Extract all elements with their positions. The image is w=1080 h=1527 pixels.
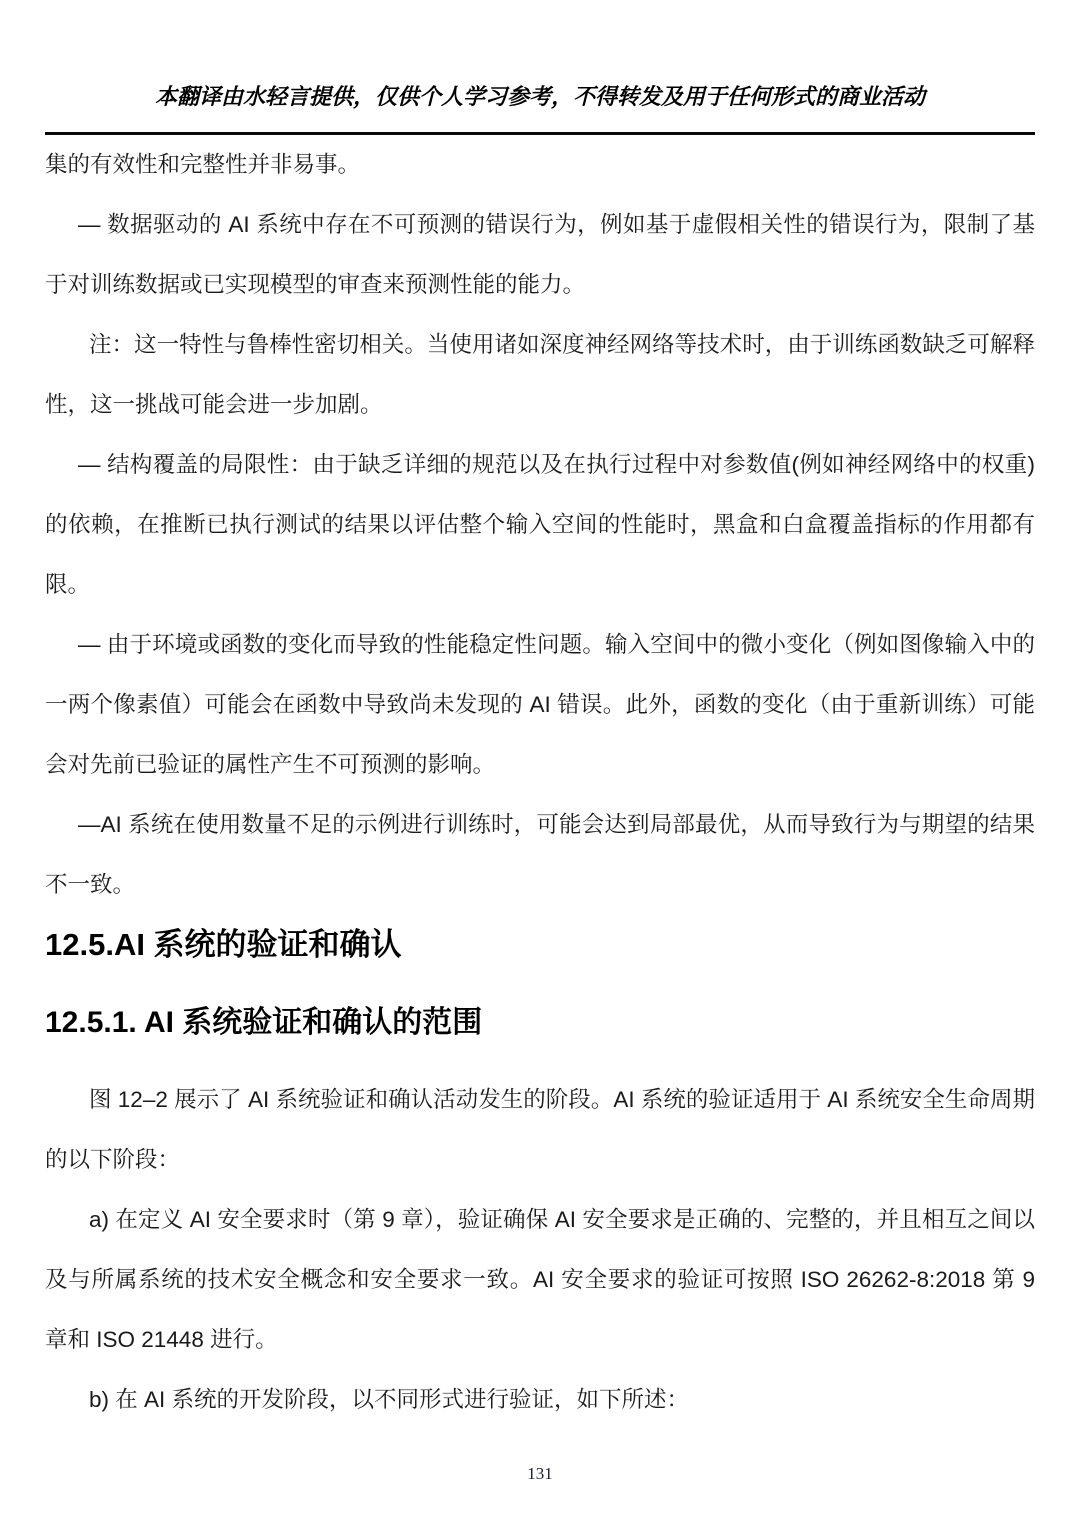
dash-item-structural-coverage: — 结构覆盖的局限性：由于缺乏详细的规范以及在执行过程中对参数值(例如神经网络中的权重)的依赖，在推断已执行测试的结果以评估整个输入空间的性能时，黑盒和白盒覆盖指标的作用都有限。 xyxy=(45,452,1035,597)
translation-notice: 本翻译由水轻言提供，仅供个人学习参考，不得转发及用于任何形式的商业活动 xyxy=(154,84,925,109)
dash-item-insufficient-examples: —AI 系统在使用数量不足的示例进行训练时，可能会达到局部最优，从而导致行为与期望的结果不一致。 xyxy=(45,812,1035,897)
page-number: 131 xyxy=(527,1464,553,1483)
paragraph-continuation: 集的有效性和完整性并非易事。 xyxy=(45,152,361,177)
section-heading-12-5-1: 12.5.1. AI 系统验证和确认的范围 xyxy=(45,1006,483,1039)
note-paragraph: 注：这一特性与鲁棒性密切相关。当使用诸如深度神经网络等技术时，由于训练函数缺乏可解释性，这一挑战可能会进一步加剧。 xyxy=(45,332,1035,417)
list-item-b: b) 在 AI 系统的开发阶段，以不同形式进行验证，如下所述： xyxy=(89,1387,690,1412)
dash-item-performance-stability: — 由于环境或函数的变化而导致的性能稳定性问题。输入空间中的微小变化（例如图像输入中的一两个像素值）可能会在函数中导致尚未发现的 AI 错误。此外，函数的变化（由于重新训练）可能会对先前已验证的属性产生不可预测的影响。 xyxy=(45,632,1035,777)
paragraph-figure-reference: 图 12–2 展示了 AI 系统验证和确认活动发生的阶段。AI 系统的验证适用于 AI 系统安全生命周期的以下阶段： xyxy=(45,1087,1035,1172)
document-body xyxy=(45,135,1035,1430)
list-item-a: a) 在定义 AI 安全要求时（第 9 章），验证确保 AI 安全要求是正确的、完整的，并且相互之间以及与所属系统的技术安全概念和安全要求一致。AI 安全要求的验证可按照 ISO 26262-8:2018 第 9 章和 ISO 21448 进行。 xyxy=(45,1207,1035,1352)
section-heading-12-5: 12.5.AI 系统的验证和确认 xyxy=(45,927,402,962)
dash-item-unpredictable-errors: — 数据驱动的 AI 系统中存在不可预测的错误行为，例如基于虚假相关性的错误行为，限制了基于对训练数据或已实现模型的审查来预测性能的能力。 xyxy=(45,212,1035,297)
